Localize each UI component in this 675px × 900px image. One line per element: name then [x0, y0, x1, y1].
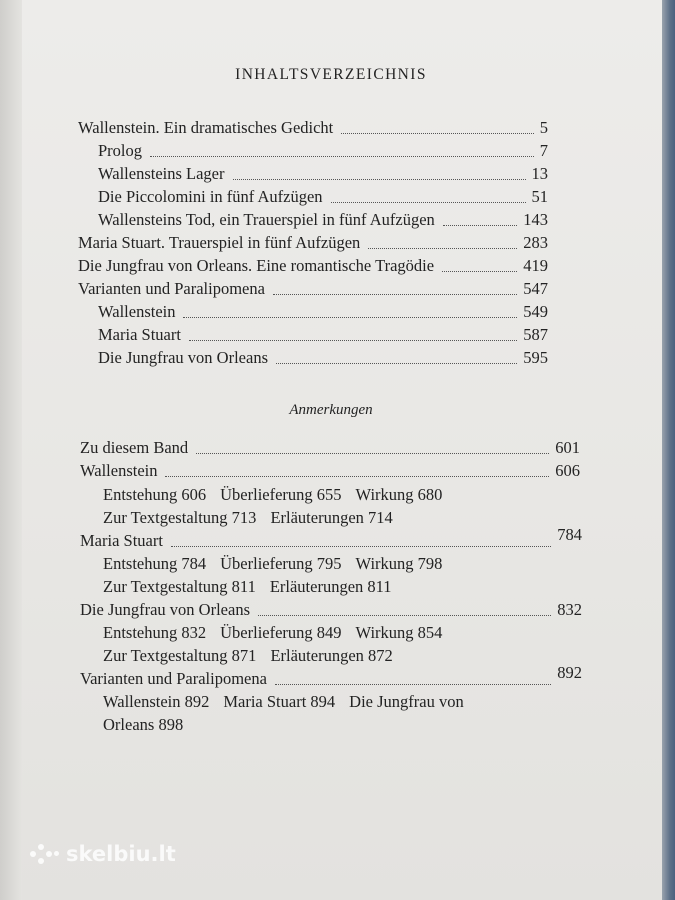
notes-heading: Anmerkungen [289, 402, 373, 418]
toc-entry [78, 117, 548, 139]
dot-leader [341, 129, 533, 134]
toc-entry [78, 278, 548, 300]
dot-leader [273, 290, 517, 295]
page-gutter-shadow [0, 0, 22, 900]
toc-entry-title: Die Piccolomini in fünf Aufzügen [98, 187, 323, 206]
dot-leader [165, 472, 549, 477]
notes-subline [103, 553, 456, 575]
toc-entry-page: 7 [539, 141, 548, 160]
toc-entry-page: 5 [539, 118, 548, 137]
notes-subitem: Wallenstein 892 [103, 692, 210, 711]
dot-leader [196, 449, 549, 454]
notes-subitem: Erläuterungen 872 [270, 646, 393, 665]
notes-entry [80, 663, 582, 690]
notes-subitem: Erläuterungen 714 [270, 508, 393, 527]
toc-entry-page: 51 [531, 187, 548, 206]
notes-entry [80, 460, 580, 482]
notes-entry-title: Wallenstein [80, 461, 158, 480]
toc-entry-page: 549 [523, 302, 548, 321]
notes-subitem: Wirkung 680 [355, 485, 443, 504]
toc-entry-page: 143 [523, 210, 548, 229]
notes-entry-title: Varianten und Paralipomena [80, 669, 267, 688]
notes-entry-title: Maria Stuart [80, 531, 163, 550]
toc-entry [98, 347, 548, 369]
toc-entry [98, 324, 548, 346]
notes-subline [103, 507, 407, 529]
notes-subitem: Orleans 898 [103, 715, 184, 734]
toc-entry-title: Die Jungfrau von Orleans. Eine romantische Tragödie [78, 256, 435, 275]
toc-entry-title: Maria Stuart. Trauerspiel in fünf Aufzügen [78, 233, 361, 252]
toc-entry-title: Varianten und Paralipomena [78, 279, 265, 298]
dot-leader [276, 359, 517, 364]
notes-entry [80, 599, 582, 621]
toc-entry-title: Wallensteins Lager [98, 164, 225, 183]
toc-entry [78, 255, 548, 277]
notes-entry [80, 437, 580, 459]
notes-subitem: Die Jungfrau von [349, 692, 464, 711]
toc-entry [98, 140, 548, 162]
dot-leader [171, 542, 551, 547]
dot-leader [150, 152, 534, 157]
dot-leader [442, 267, 517, 272]
toc-entry [98, 186, 548, 208]
notes-subline [103, 622, 456, 644]
toc-entry-title: Prolog [98, 141, 143, 160]
dot-leader [331, 198, 526, 203]
notes-subitem: Zur Textgestaltung 871 [103, 646, 257, 665]
notes-subline [103, 576, 406, 598]
notes-subitem: Überlieferung 655 [220, 485, 342, 504]
watermark-text: skelbiu.lt [66, 842, 176, 866]
notes-subitem: Entstehung 606 [103, 485, 207, 504]
toc-entry-page: 419 [523, 256, 548, 275]
dot-leader [275, 680, 551, 685]
toc-heading: INHALTSVERZEICHNIS [235, 66, 427, 83]
toc-entry-page: 595 [523, 348, 548, 367]
notes-entry-page: 606 [555, 461, 580, 480]
toc-entry [98, 301, 548, 323]
toc-entry-page: 13 [531, 164, 548, 183]
dot-leader [233, 175, 526, 180]
notes-subitem: Zur Textgestaltung 713 [103, 508, 257, 527]
notes-subitem: Maria Stuart 894 [223, 692, 336, 711]
notes-subitem: Überlieferung 849 [220, 623, 342, 642]
notes-subline [103, 691, 478, 713]
toc-entry [78, 232, 548, 254]
notes-subline [103, 714, 197, 736]
dot-leader [258, 611, 551, 616]
toc-entry-page: 587 [523, 325, 548, 344]
toc-entry [98, 209, 548, 231]
notes-entry-page: 892 [557, 663, 582, 682]
notes-subitem: Entstehung 784 [103, 554, 207, 573]
notes-entry-title: Die Jungfrau von Orleans [80, 600, 250, 619]
dot-leader [368, 244, 517, 249]
notes-subitem: Wirkung 798 [355, 554, 443, 573]
watermark [30, 842, 176, 866]
toc-entry-page: 283 [523, 233, 548, 252]
toc-entry-title: Die Jungfrau von Orleans [98, 348, 268, 367]
watermark-logo-icon [30, 844, 60, 864]
toc-entry-title: Wallensteins Tod, ein Trauerspiel in fünf Aufzügen [98, 210, 435, 229]
dot-leader [183, 313, 517, 318]
toc-entry-title: Maria Stuart [98, 325, 181, 344]
notes-subitem: Überlieferung 795 [220, 554, 342, 573]
toc-entry-page: 547 [523, 279, 548, 298]
notes-subitem: Entstehung 832 [103, 623, 207, 642]
notes-subline [103, 645, 407, 667]
notes-entry-page: 832 [557, 600, 582, 619]
notes-entry-page: 601 [555, 438, 580, 457]
toc-entry [98, 163, 548, 185]
notes-subitem: Wirkung 854 [355, 623, 443, 642]
dot-leader [189, 336, 517, 341]
notes-entry [80, 525, 582, 552]
notes-subline [103, 484, 456, 506]
notes-entry-title: Zu diesem Band [80, 438, 189, 457]
dot-leader [443, 221, 517, 226]
notes-subitem: Erläuterungen 811 [269, 577, 392, 596]
toc-entry-title: Wallenstein [98, 302, 176, 321]
notes-subitem: Zur Textgestaltung 811 [103, 577, 256, 596]
notes-entry-page: 784 [557, 525, 582, 544]
toc-entry-title: Wallenstein. Ein dramatisches Gedicht [78, 118, 334, 137]
book-cover-edge [662, 0, 675, 900]
